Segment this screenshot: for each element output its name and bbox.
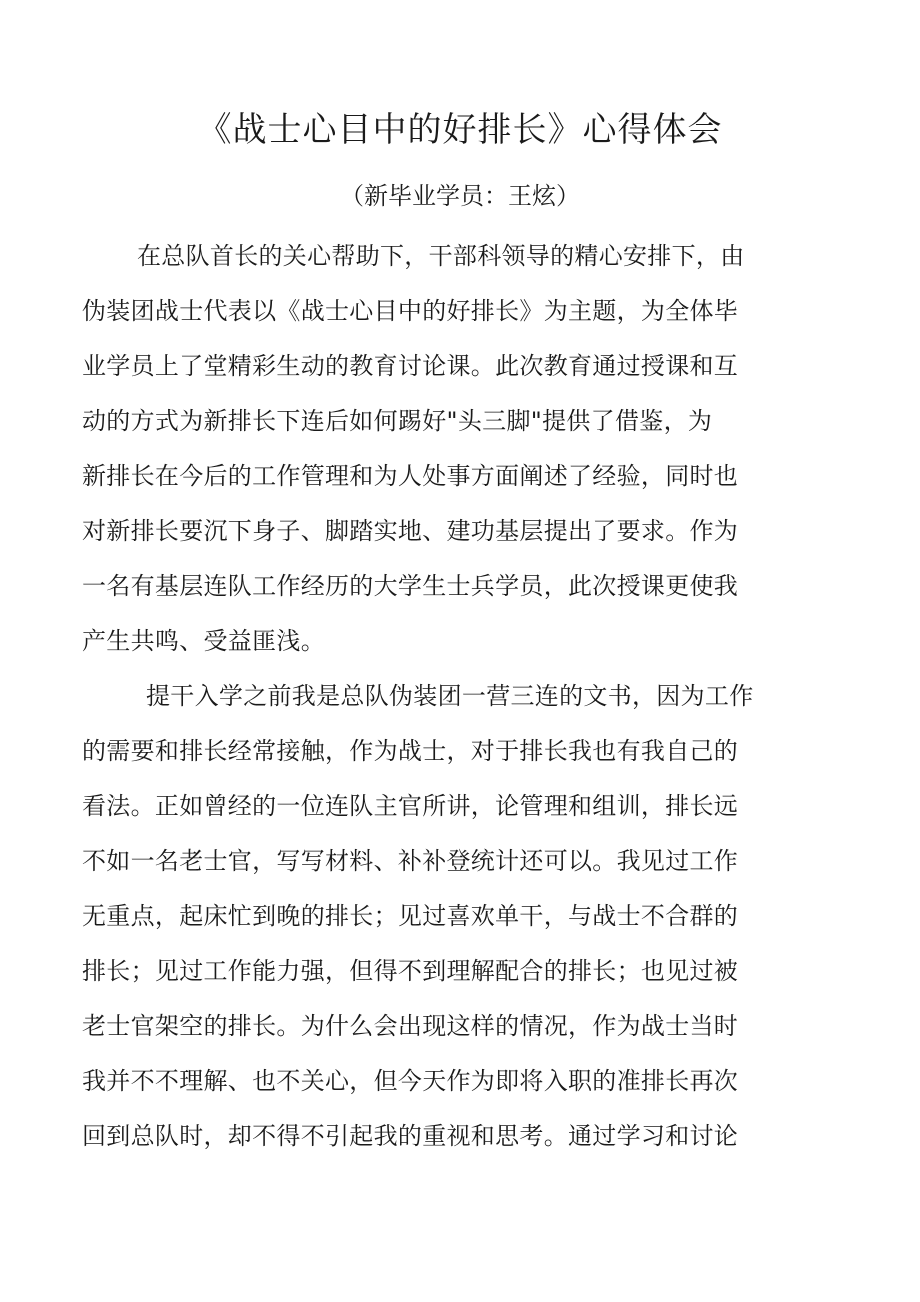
paragraph-1-line-7: 一名有基层连队工作经历的大学生士兵学员，此次授课更使我 [82, 572, 739, 600]
paragraph-1-line-3: 业学员上了堂精彩生动的教育讨论课。此次教育通过授课和互 [82, 352, 739, 380]
document-author: （新毕业学员：王炫） [340, 182, 580, 210]
document-title: 《战士心目中的好排长》心得体会 [197, 110, 723, 150]
paragraph-2-line-1: 提干入学之前我是总队伪装团一营三连的文书，因为工作 [146, 682, 754, 710]
paragraph-2-line-6: 排长；见过工作能力强，但得不到理解配合的排长；也见过被 [82, 957, 739, 985]
paragraph-2-line-2: 的需要和排长经常接触，作为战士，对于排长我也有我自己的 [82, 737, 739, 765]
paragraph-1-line-5: 新排长在今后的工作管理和为人处事方面阐述了经验，同时也 [82, 462, 739, 490]
paragraph-2-line-9: 回到总队时，却不得不引起我的重视和思考。通过学习和讨论 [82, 1122, 739, 1150]
paragraph-2-line-3: 看法。正如曾经的一位连队主官所讲，论管理和组训，排长远 [82, 792, 739, 820]
paragraph-2-line-5: 无重点，起床忙到晚的排长；见过喜欢单干，与战士不合群的 [82, 902, 739, 930]
paragraph-2-line-4: 不如一名老士官，写写材料、补补登统计还可以。我见过工作 [82, 847, 739, 875]
paragraph-1-line-6: 对新排长要沉下身子、脚踏实地、建功基层提出了要求。作为 [82, 517, 739, 545]
paragraph-1-line-1: 在总队首长的关心帮助下，干部科领导的精心安排下，由 [137, 242, 745, 270]
paragraph-2-line-7: 老士官架空的排长。为什么会出现这样的情况，作为战士当时 [82, 1012, 739, 1040]
paragraph-1-line-8: 产生共鸣、受益匪浅。 [82, 627, 325, 655]
paragraph-1-line-4: 动的方式为新排长下连后如何踢好"头三脚"提供了借鉴，为 [82, 407, 713, 435]
paragraph-1-line-2: 伪装团战士代表以《战士心目中的好排长》为主题，为全体毕 [82, 297, 739, 325]
paragraph-2-line-8: 我并不不理解、也不关心，但今天作为即将入职的准排长再次 [82, 1067, 739, 1095]
